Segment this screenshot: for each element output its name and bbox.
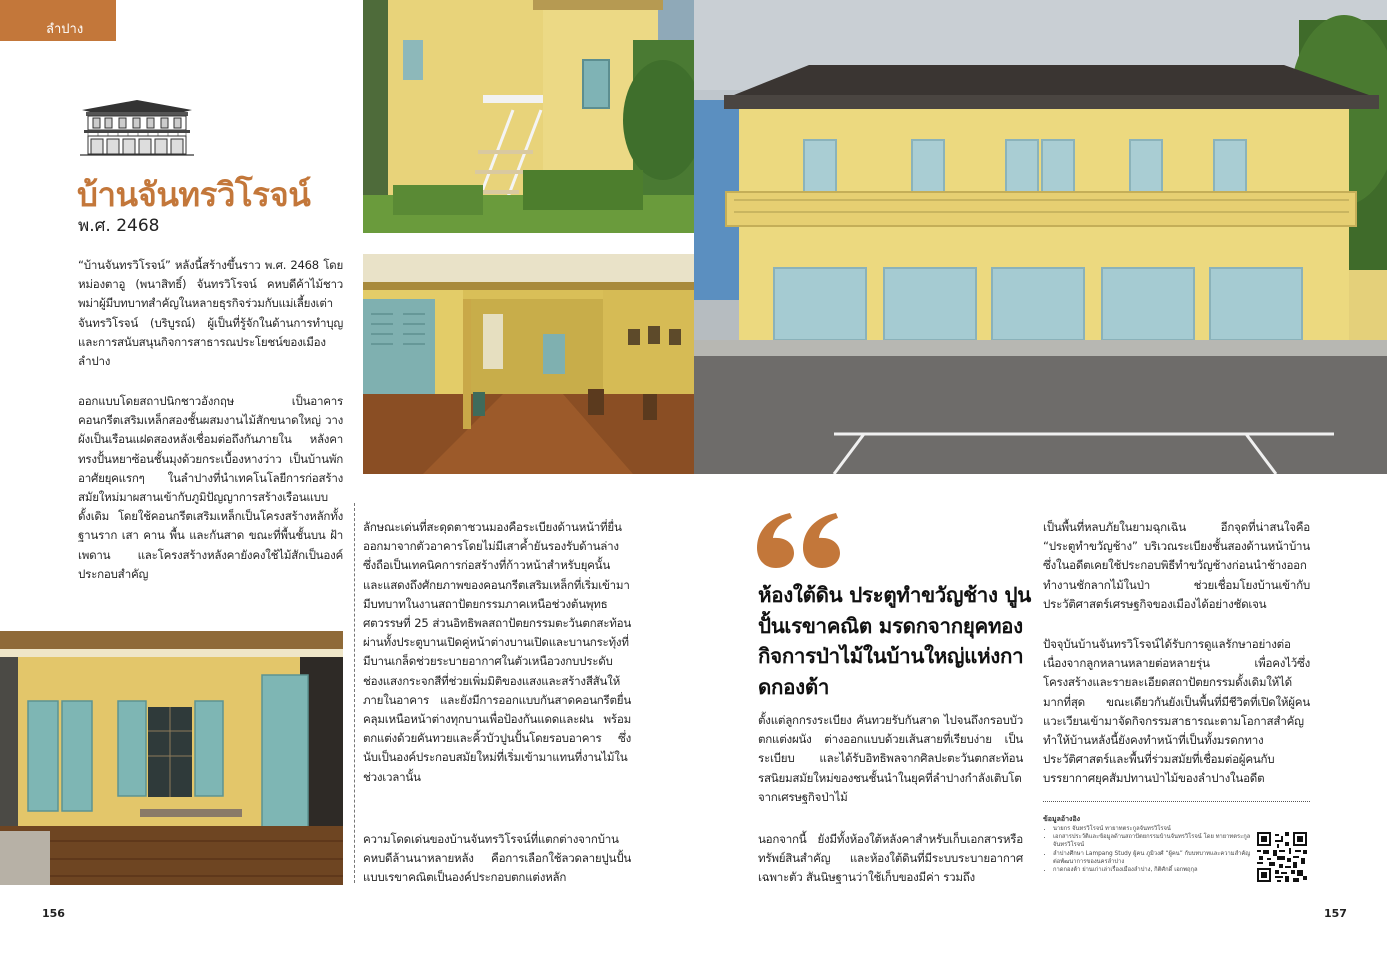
- right-paragraph-3: เป็นพื้นที่หลบภัยในยามฉุกเฉิน อีกจุดที่น่าสนใจคือ “ประตูทำขวัญช้าง” บริเวณระเบียงชั้นสองด้านหน้าบ้าน ซึ่งในอดีตเคยใช้ประกอบพิธีทำขวัญช้างก่อนนำช้างออกทำงานชักลากไม้ในป่า ช่วยเชื่อมโยงบ้านเข้ากับประวัติศาสตร์เศรษฐกิจของเมืองได้อย่างชัดเจน: [1043, 520, 1310, 611]
- right-paragraph-2: นอกจากนี้ ยังมีทั้งห้องใต้หลังคาสำหรับเก็บเอกสารหรือทรัพย์สินสำคัญ และห้องใต้ดินที่มีระบบระบายอากาศเฉพาะตัว สันนิษฐานว่าใช้เก็บของมีค่า รวมถึง: [758, 832, 1023, 885]
- references-title: ข้อมูลอ้างอิง: [1043, 815, 1081, 823]
- reference-item: • นายกร จันทรวิโรจน์ ทายาทตระกูลจันทรวิโรจน์: [1053, 825, 1253, 833]
- intro-paragraph-2: ออกแบบโดยสถาปนิกชาวอังกฤษ เป็นอาคารคอนกรีตเสริมเหล็กสองชั้นผสมงานไม้สักขนาดใหญ่ วางผังเป็นเรือนแฝดสองหลังเชื่อมต่อถึงกันภายใน หลังคาทรงปั้นหยาซ้อนชั้นมุงด้วยกระเบื้องหางว่าว เป็นบ้านพักอาศัยยุคแรกๆ ในลำปางที่นำเทคโนโลยีการก่อสร้างสมัยใหม่มาผสานเข้ากับภูมิปัญญาการสร้างเรือนแบบดั้งเดิม โดยใช้คอนกรีตเสริมเหล็กเป็นโครงสร้างหลักทั้งฐานราก เสา คาน พื้น และกันสาด ขณะที่พื้นชั้นบน ฝ้าเพดาน และโครงสร้างหลังคายังคงใช้ไม้สักเป็นองค์ประกอบสำคัญ: [78, 394, 343, 581]
- pull-quote: ห้องใต้ดิน ประตูทำขวัญช้าง ปูนปั้นเรขาคณิต มรดกจากยุคทองกิจการป่าไม้ในบ้านใหญ่แห่งกาดกองต้า: [758, 583, 1031, 699]
- photo-interior-hall: [363, 254, 694, 474]
- reference-item: • ลำปางศึกษา Lampang Study ผู้คน ภูมิวงศ์ “ผู้คน” กับบทบาทและความสำคัญต่อพัฒนาการของนครลำปาง: [1053, 850, 1253, 866]
- article-title: บ้านจันทรวิโรจน์: [77, 175, 311, 214]
- qr-code-icon[interactable]: [1257, 832, 1307, 882]
- references-divider: [1043, 801, 1310, 802]
- article-year: พ.ศ. 2468: [78, 216, 160, 236]
- photo-front-facade: [694, 0, 1387, 474]
- page-number-right: 157: [1324, 907, 1347, 920]
- right-paragraph-1: ตั้งแต่ลูกกรงระเบียง คันทวยรับกันสาด ไปจนถึงกรอบบัวตกแต่งผนัง ต่างออกแบบด้วยเส้นสายที่เรียบง่าย เป็นระเบียบ และได้รับอิทธิพลจากศิลปะตะวันตกสะท้อนรสนิยมสมัยใหม่ของชนชั้นนำในยุคที่ลำปางกำลังเติบโตจากเศรษฐกิจป่าไม้: [758, 713, 1023, 804]
- photo-shutters-terrace: [0, 631, 343, 885]
- section-tag: [0, 0, 116, 41]
- column-divider: [354, 503, 355, 883]
- quote-mark-icon: [756, 512, 840, 568]
- right-paragraph-4: ปัจจุบันบ้านจันทรวิโรจน์ได้รับการดูแลรักษาอย่างต่อเนื่องจากลูกหลานหลายต่อหลายรุ่น เพื่อคงไว้ซึ่งโครงสร้างและรายละเอียดสถาปัตยกรรมดั้งเดิมให้ได้มากที่สุด ขณะเดียวกันยังเป็นพื้นที่มีชีวิตที่เปิดให้ผู้คนแวะเวียนเข้ามาจัดกิจกรรมสาธารณะตามโอกาสสำคัญ ทำให้บ้านหลังนี้ยังคงทำหน้าที่เป็นทั้งมรดกทางประวัติศาสตร์และพื้นที่ร่วมสมัยที่เชื่อมต่อผู้คนกับบรรยากาศยุคสัมปทานป่าไม้ของลำปางในอดีต: [1043, 637, 1310, 786]
- intro-paragraph-1: “บ้านจันทรวิโรจน์” หลังนี้สร้างขึ้นราว พ.ศ. 2468 โดย หม่องตาอู (พนาสิทธิ์) จันทรวิโรจน์ คหบดีค้าไม้ชาวพม่าผู้มีบทบาทสำคัญในหลายธุรกิจร่วมกับแม่เลี้ยงเต่า จันทรวิโรจน์ (บริบูรณ์) ผู้เป็นที่รู้จักในด้านการทำบุญและการสนับสนุนกิจการสาธารณประโยชน์ของเมืองลำปาง: [78, 258, 343, 369]
- page-number-left: 156: [42, 907, 65, 920]
- house-illustration: [78, 98, 196, 156]
- references-list: [1043, 825, 1253, 874]
- middle-paragraph-1: ลักษณะเด่นที่สะดุดตาชวนมองคือระเบียงด้านหน้าที่ยื่นออกมาจากตัวอาคารโดยไม่มีเสาค้ำยันรองรับด้านล่าง ซึ่งถือเป็นเทคนิคการก่อสร้างที่ก้าวหน้าสำหรับยุคนั้น และแสดงถึงศักยภาพของคอนกรีตเสริมเหล็กที่เริ่มเข้ามามีบทบาทในงานสถาปัตยกรรมภาคเหนือช่วงต้นพุทธศตวรรษที่ 25 ส่วนอิทธิพลสถาปัตยกรรมตะวันตกสะท้อนผ่านทั้งประตูบานเปิดคู่หน้าต่างบานเปิดและบานกระทุ้งที่มีบานเกล็ดช่วยระบายอากาศในตัวเหนือวงกบประดับช่องแสงกระจกสีที่ช่วยเพิ่มมิติของแสงและสร้างสีสันให้ภายในอาคาร และยังมีการออกแบบกันสาดคอนกรีตยื่นคลุมเหนือหน้าต่างทุกบานเพื่อป้องกันแดดและฝน พร้อมตกแต่งด้วยคันทวยและคิ้วบัวปูนปั้นโดยรอบอาคาร ซึ่งนับเป็นองค์ประกอบสมัยใหม่ที่เริ่มเข้ามาแทนที่งานไม้ในช่วงเวลานั้น: [363, 520, 631, 784]
- middle-paragraph-2: ความโดดเด่นของบ้านจันทรวิโรจน์ที่แตกต่างจากบ้านคหบดีล้านนาหลายหลัง คือการเลือกใช้ลวดลายปูนปั้นแบบเรขาคณิตเป็นองค์ประกอบตกแต่งหลัก: [363, 832, 631, 885]
- section-tag-label: ลำปาง: [46, 22, 84, 37]
- reference-item: • กาดกองต้า ย่านเก่าเล่าเรื่องเมืองลำปาง, กิติศักดิ์ เอกพฤกุล: [1053, 866, 1253, 874]
- photo-side-stairs: [363, 0, 694, 233]
- reference-item: • เอกสารประวัติและข้อมูลด้านสถาปัตยกรรมบ้านจันทรวิโรจน์ โดย ทายาทตระกูลจันทรวิโรจน์: [1053, 833, 1253, 849]
